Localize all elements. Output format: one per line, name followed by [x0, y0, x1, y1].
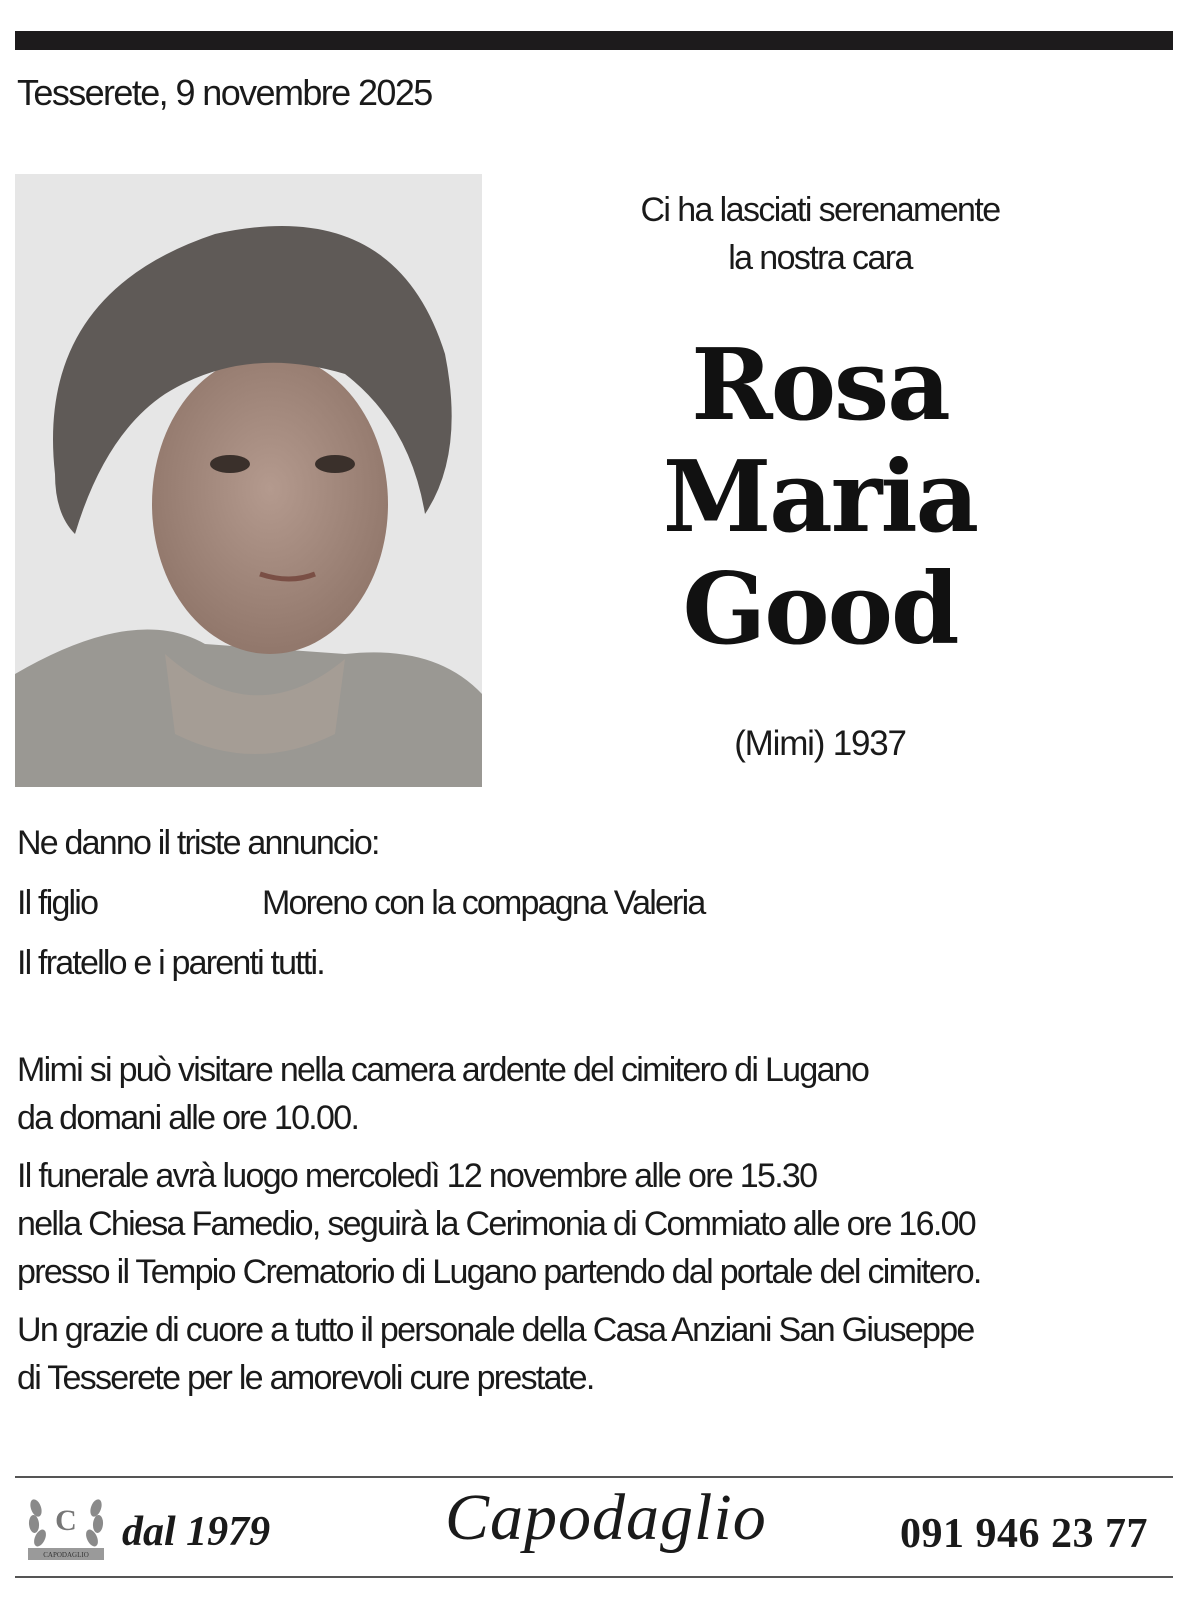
place-date: Tesserete, 9 novembre 2025	[17, 72, 432, 113]
footer-top-rule	[15, 1476, 1173, 1478]
name-last: Good	[682, 552, 958, 667]
relation-label: Il figlio	[17, 884, 98, 922]
funeral-line: nella Chiesa Famedio, seguirà la Cerimonia di Commiato alle ore 16.00	[17, 1205, 976, 1243]
portrait-illustration	[15, 174, 482, 787]
name-first: Rosa	[691, 328, 949, 443]
deceased-name	[560, 330, 1080, 666]
name-middle: Maria	[662, 440, 978, 555]
svg-text:C: C	[55, 1504, 77, 1537]
footer-bottom-rule	[15, 1576, 1173, 1578]
relation-label: Il fratello e i parenti tutti.	[17, 944, 324, 982]
funeral-line: presso il Tempio Crematorio di Lugano partendo dal portale del cimitero.	[17, 1253, 981, 1291]
top-rule	[15, 31, 1173, 50]
thanks-line: Un grazie di cuore a tutto il personale della Casa Anziani San Giuseppe	[17, 1311, 974, 1349]
announcement-heading: Ne danno il triste annuncio:	[17, 824, 379, 862]
thanks-paragraph	[17, 1306, 974, 1402]
intro-line-1: Ci ha lasciati serenamente	[640, 191, 1000, 229]
relation-names: Moreno con la compagna Valeria	[262, 884, 705, 922]
phone-number: 091 946 23 77	[900, 1511, 1148, 1557]
visitation-line: da domani alle ore 10.00.	[17, 1099, 359, 1137]
visitation-line: Mimi si può visitare nella camera ardente del cimitero di Lugano	[17, 1051, 869, 1089]
brand-name: Capodaglio	[445, 1481, 767, 1554]
intro-line-2: la nostra cara	[728, 239, 912, 277]
announcement-row	[17, 944, 324, 983]
svg-text:CAPODAGLIO: CAPODAGLIO	[43, 1551, 89, 1559]
laurel-logo-icon	[24, 1488, 108, 1564]
portrait-photo	[15, 174, 482, 787]
visitation-paragraph	[17, 1046, 868, 1142]
thanks-line: di Tesserete per le amorevoli cure prestate.	[17, 1359, 594, 1397]
since-year: dal 1979	[122, 1509, 271, 1555]
funeral-paragraph	[17, 1152, 981, 1296]
intro-text	[560, 186, 1080, 282]
announcement-row	[17, 884, 705, 923]
nickname-birth-year: (Mimi) 1937	[734, 724, 906, 763]
funeral-line: Il funerale avrà luogo mercoledì 12 novembre alle ore 15.30	[17, 1157, 817, 1195]
